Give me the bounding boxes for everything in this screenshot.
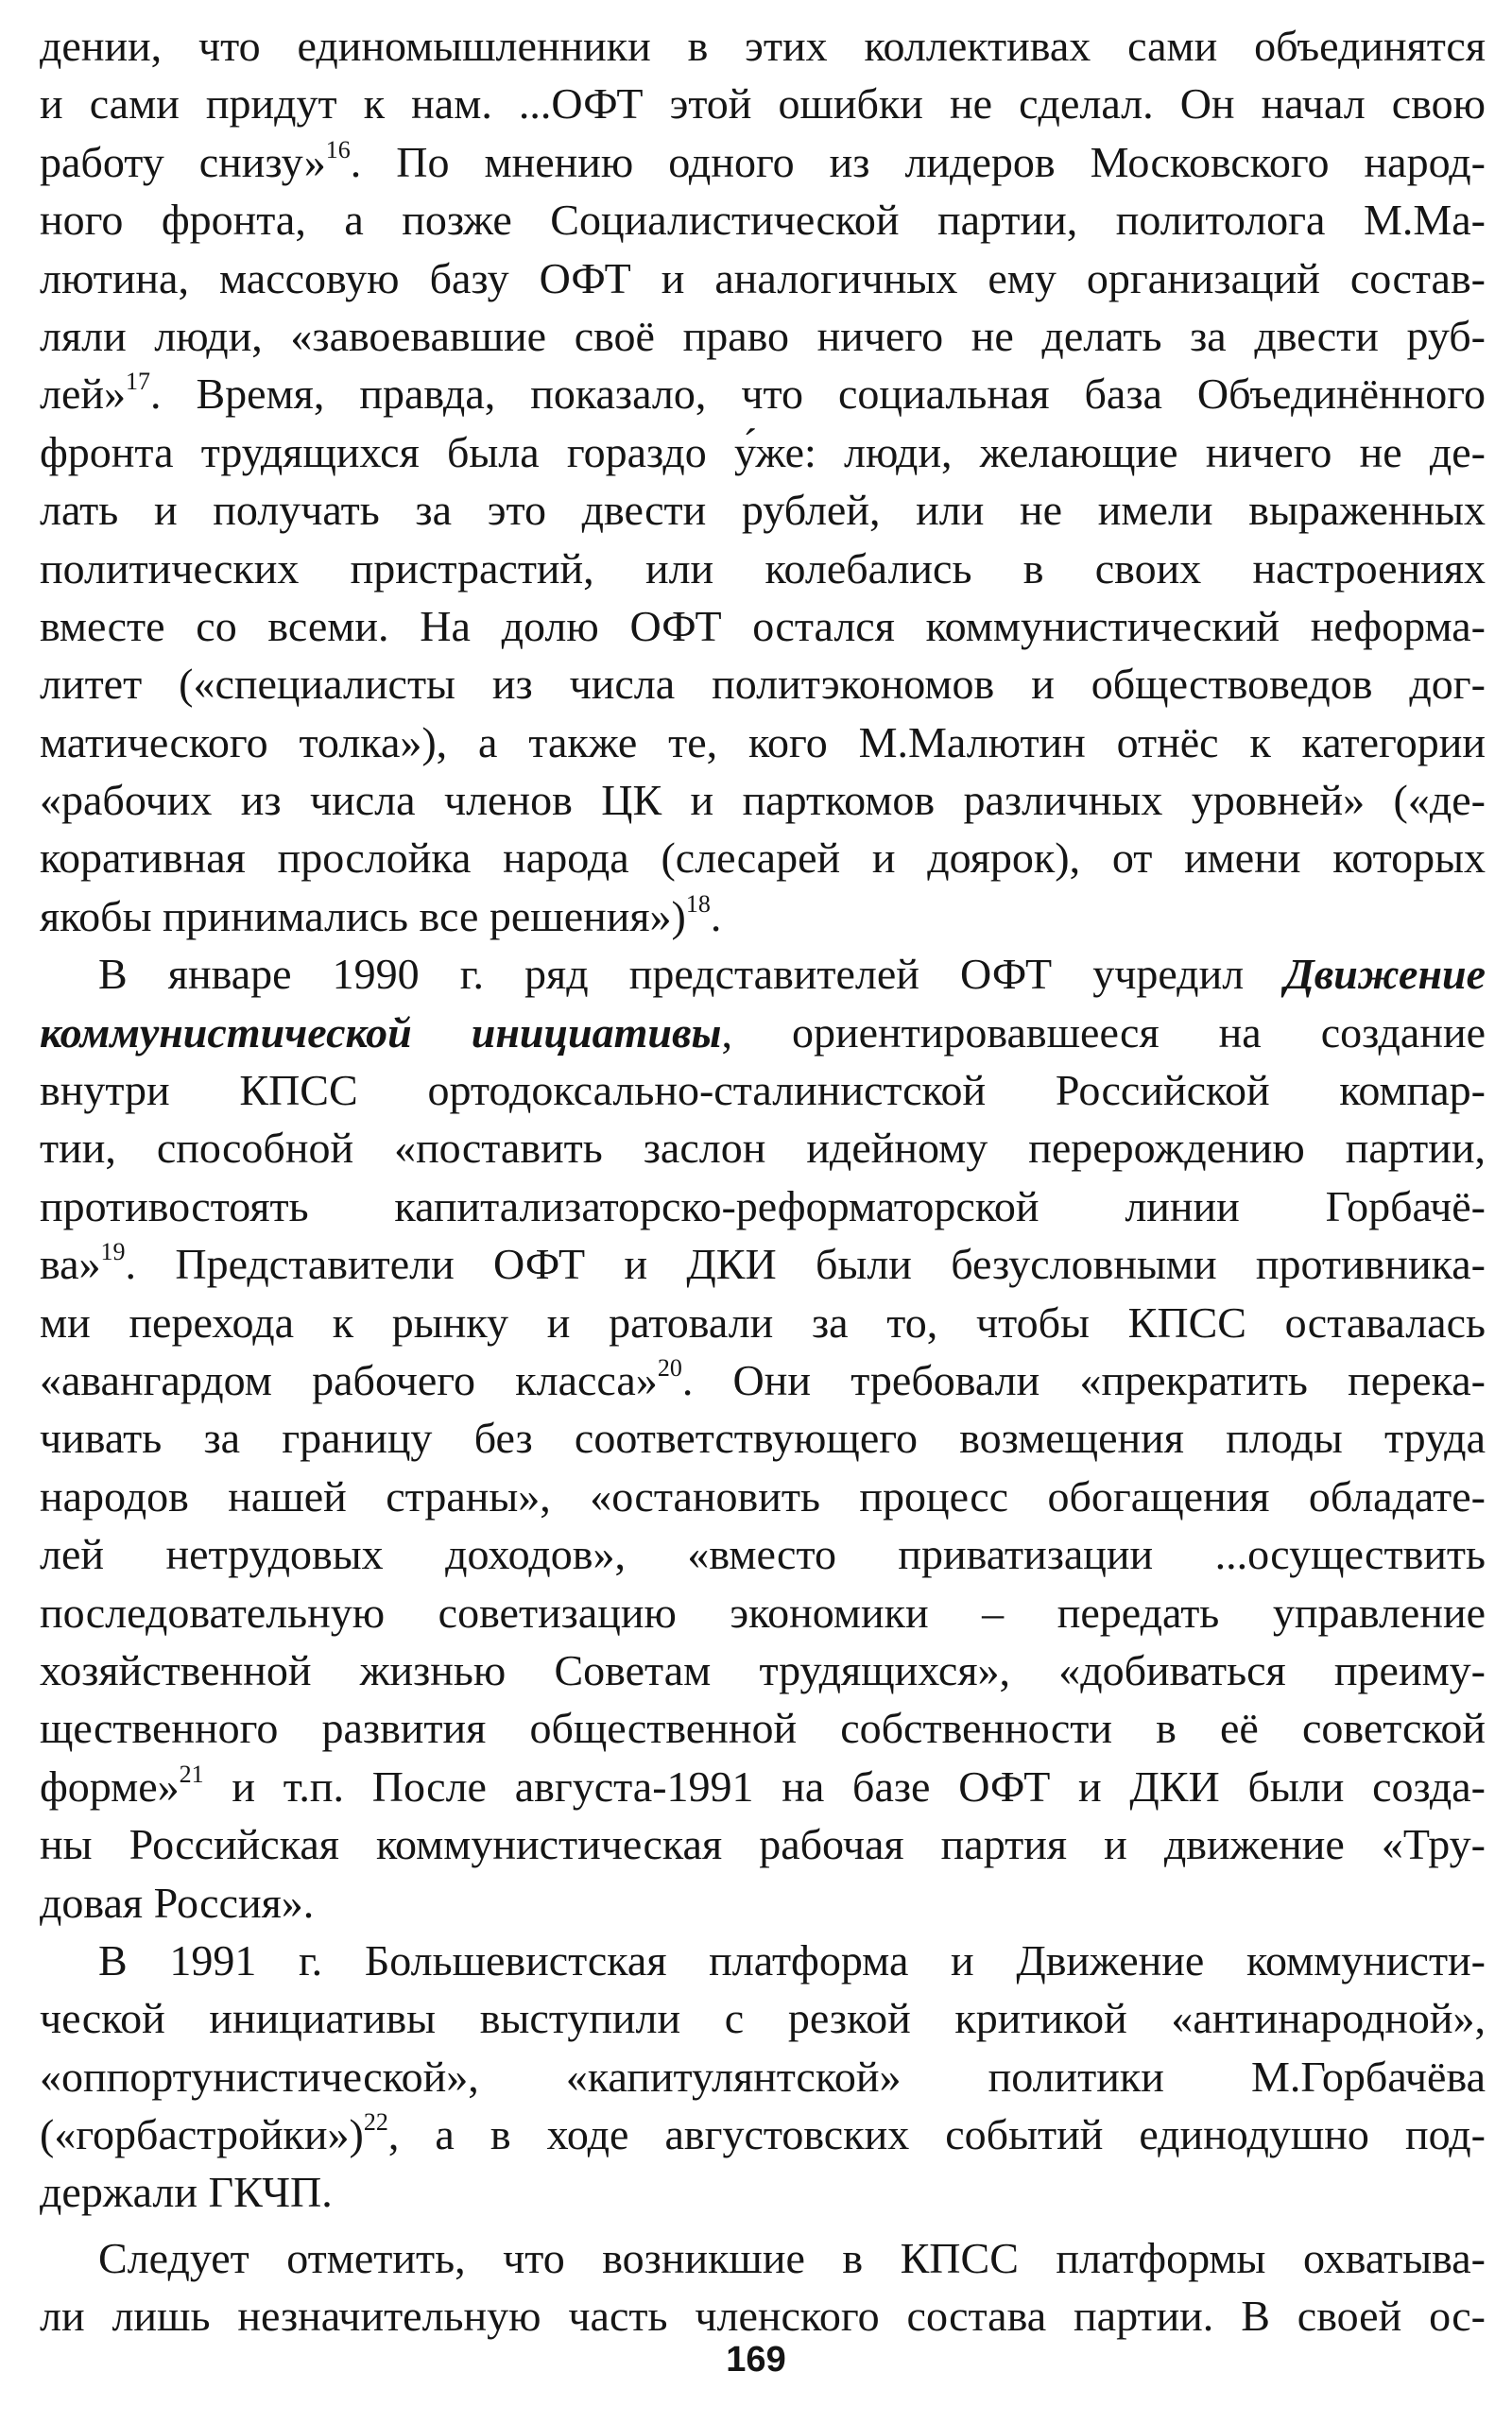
text-line <box>40 1758 1486 1815</box>
text-run: лей» <box>40 369 126 419</box>
text-run: якобы принимались все решения») <box>40 891 686 940</box>
text-run: («горбастройки») <box>40 2110 364 2159</box>
text-run: . По мнению одного из лидеров Московского народ- <box>350 137 1486 186</box>
page-number: 169 <box>726 2340 786 2380</box>
text-run: форме» <box>40 1761 180 1811</box>
text-line: фронта трудящихся была гораздо у́же: люди, желающие ничего не де- <box>40 427 1486 476</box>
text-run: . <box>710 891 722 940</box>
text-line: и сами придут к нам. ...ОФТ этой ошибки не сделал. Он начал свою <box>40 79 1486 129</box>
text-line <box>40 1351 1486 1409</box>
text-line <box>40 945 1486 1003</box>
text-line: литет («специалисты из числа политэкономов и обществоведов дог- <box>40 660 1486 709</box>
text-line: хозяйственной жизнью Советам трудящихся», «добиваться преиму- <box>40 1645 1486 1694</box>
text-line <box>40 133 1486 191</box>
text-line: довая Россия». <box>40 1878 315 1927</box>
paragraph-2 <box>40 945 1486 1932</box>
footnote-ref: 20 <box>657 1353 682 1382</box>
text-run: «авангардом рабочего класса» <box>40 1355 658 1404</box>
footnote-ref: 18 <box>685 889 711 918</box>
text-line <box>40 1004 1486 1061</box>
paragraph-1 <box>40 17 1486 945</box>
text-run: , а в ходе августовских событий единодушно под- <box>387 2110 1486 2159</box>
text-run: работу снизу» <box>40 137 326 186</box>
text-line: народов нашей страны», «остановить процесс обогащения обладате- <box>40 1471 1486 1521</box>
text-line <box>40 887 1486 945</box>
text-line <box>40 365 1486 422</box>
text-line: ного фронта, а позже Социалистической партии, политолога М.Ма- <box>40 196 1486 245</box>
text-line: коративная прослойка народа (слесарей и доярок), от имени которых <box>40 833 1486 883</box>
text-run: . Время, правда, показало, что социальная база Объединённого <box>150 369 1486 419</box>
text-run: и т.п. После августа-1991 на базе ОФТ и ДКИ были созда- <box>203 1761 1486 1811</box>
paragraph-gap <box>40 2222 1486 2229</box>
text-run: . Представители ОФТ и ДКИ были безусловными противника- <box>125 1240 1486 1289</box>
footnote-ref: 17 <box>126 368 150 396</box>
text-line: ны Российская коммунистическая рабочая партия и движение «Тру- <box>40 1820 1486 1869</box>
text-line: лей нетрудовых доходов», «вместо приватизации ...осуществить <box>40 1530 1486 1579</box>
text-line: дении, что единомышленники в этих коллективах сами объединятся <box>40 22 1486 70</box>
text-line: вместе со всеми. На долю ОФТ остался коммунистический неформа- <box>40 601 1486 650</box>
text-line: щественного развития общественной собственности в её советской <box>40 1704 1486 1753</box>
emphasized-term: коммунистической инициативы <box>40 1007 722 1057</box>
text-line: тии, способной «поставить заслон идейному перерождению партии, <box>40 1124 1486 1173</box>
text-run: ва» <box>40 1240 101 1289</box>
paragraph-4 <box>40 2229 1486 2346</box>
text-line: противостоять капитализаторско-реформаторской линии Горбачё- <box>40 1181 1486 1230</box>
text-line: держали ГКЧП. <box>40 2168 333 2217</box>
text-line: ляли люди, «завоевавшие своё право ничего не делать за двести руб- <box>40 311 1486 360</box>
emphasized-term: Движение <box>1284 950 1486 999</box>
text-line: «оппортунистической», «капитулянтской» политики М.Горбачёва <box>40 2052 1486 2101</box>
text-line: ми перехода к рынку и ратовали за то, чтобы КПСС оставалась <box>40 1297 1486 1347</box>
text-line: последовательную советизацию экономики – передать управление <box>40 1588 1486 1637</box>
text-line: чивать за границу без соответствующего возмещения плоды труда <box>40 1414 1486 1463</box>
footnote-ref: 19 <box>100 1238 126 1266</box>
text-line: ли лишь незначительную часть членского состава партии. В своей ос- <box>40 2292 1486 2341</box>
text-line: лать и получать за это двести рублей, или не имели выраженных <box>40 486 1486 535</box>
text-line: ческой инициативы выступили с резкой критикой «антинародной», <box>40 1994 1486 2043</box>
footnote-ref: 16 <box>325 135 351 163</box>
page-body <box>40 17 1486 2346</box>
footnote-ref: 22 <box>363 2108 388 2137</box>
text-line <box>40 2105 1486 2163</box>
text-line <box>40 1235 1486 1293</box>
text-run: , ориентировавшееся на создание <box>721 1007 1486 1057</box>
text-line: внутри КПСС ортодоксально-сталинистской Российской компар- <box>40 1066 1486 1115</box>
text-line: Следует отметить, что возникшие в КПСС платформы охватыва- <box>98 2233 1486 2282</box>
text-run: . Они требовали «прекратить перека- <box>681 1355 1486 1404</box>
text-line: «рабочих из числа членов ЦК и парткомов различных уровней» («де- <box>40 776 1486 825</box>
paragraph-3 <box>40 1932 1486 2222</box>
footnote-ref: 21 <box>179 1760 204 1788</box>
text-run: В январе 1990 г. ряд представителей ОФТ учредил <box>98 950 1285 999</box>
text-line: политических пристрастий, или колебались в своих настроениях <box>40 543 1486 593</box>
text-line: В 1991 г. Большевистская платформа и Движение коммунисти- <box>98 1935 1486 1985</box>
text-line: матического толка»), а также те, кого М.Малютин отнёс к категории <box>40 717 1486 766</box>
text-line: лютина, массовую базу ОФТ и аналогичных ему организаций состав- <box>40 253 1486 302</box>
